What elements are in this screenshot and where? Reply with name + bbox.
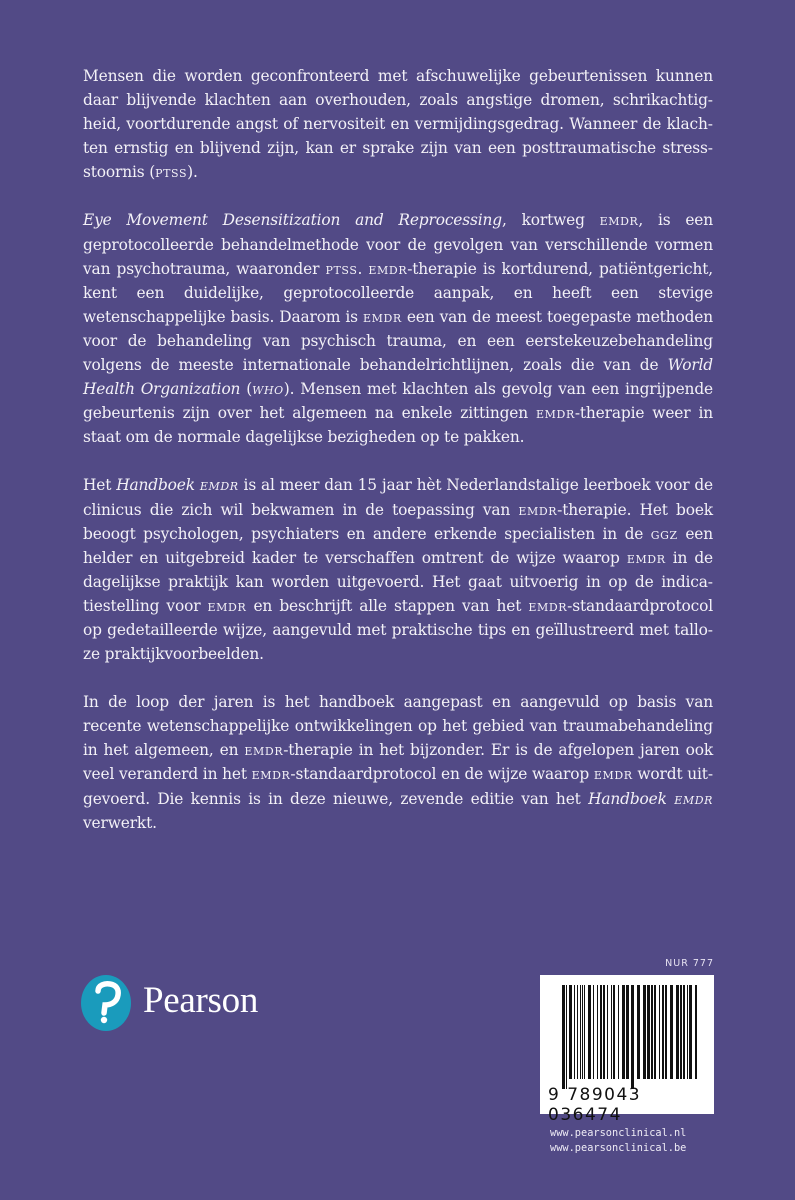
text-run: -therapie is kortdurend, patiëntgericht, kent een duidelijke, geprotocolleerde aanpak, en heeft een stevige wetenschappelijke basis. Daarom is — [83, 259, 713, 326]
acronym: who — [252, 380, 284, 399]
isbn-barcode — [540, 975, 714, 1125]
barcode-bars-icon — [562, 985, 702, 1089]
publisher-name: Pearson — [143, 979, 259, 1021]
text-run: is al meer dan 15 jaar hèt Nederlandstalige leerboek voor de clinicus die zich wil bekwamen in de toepassing van — [83, 476, 713, 519]
acronym: emdr — [528, 596, 568, 615]
paragraph-handbook — [83, 473, 713, 666]
acronym: emdr — [626, 548, 666, 567]
acronym: emdr — [199, 476, 239, 495]
italic-text: Handboek — [588, 789, 675, 808]
italic-text: Handboek — [116, 476, 200, 495]
acronym: emdr — [362, 307, 402, 326]
paragraph-new-edition — [83, 690, 713, 835]
acronym: emdr — [251, 765, 291, 784]
acronym: emdr — [593, 765, 633, 784]
acronym: emdr — [674, 789, 713, 808]
acronym: emdr — [207, 596, 247, 615]
acronym: emdr — [536, 404, 575, 423]
nur-code: NUR 777 — [665, 958, 714, 969]
website-nl[interactable]: www.pearsonclinical.nl — [550, 1127, 687, 1139]
acronym: ggz — [650, 524, 678, 543]
text-run: ( — [240, 380, 253, 399]
acronym: emdr — [518, 500, 558, 519]
text-run: -therapie in het bijzonder. Er is de afgelopen jaren ook veel veranderd in het — [83, 741, 713, 784]
pearson-p-logo-icon — [81, 975, 131, 1031]
text-run: en beschrijft alle stappen van het — [246, 596, 529, 615]
text-run: ). Mensen met klachten als gevolg van een ingrijpende gebeurtenis zijn over het algemeen na enkele zittingen — [83, 380, 713, 423]
text-run: verwerkt. — [83, 813, 157, 832]
publisher-logo — [81, 975, 258, 1031]
acronym: ptss — [155, 163, 188, 182]
text-run: -therapie. Het boek beoogt psychologen, psychiaters en andere erkende specialisten in de — [83, 500, 713, 543]
text-run: Het — [83, 476, 117, 495]
acronym: ptss — [325, 259, 358, 278]
paragraph-intro — [83, 64, 713, 184]
text-run: , kortweg — [502, 211, 600, 230]
isbn-number: 9 789043 036474 — [548, 1085, 642, 1125]
text-run: -therapie weer in staat om de normale dagelijkse bezigheden op te pakken. — [83, 404, 713, 447]
text-run: -standaardprotocol en de wijze waarop — [290, 765, 594, 784]
text-run: wordt uitgevoerd. Die kennis is in deze nieuwe, zevende editie van het — [83, 765, 714, 808]
text-run: -standaardprotocol op gedetailleerde wijze, aangevuld met praktische tips en geïllustreerd met talloze praktijkvoorbeelden. — [83, 596, 713, 664]
text-run: een van de meest toegepaste methoden voor de behandeling van psychisch trauma, en een eerstekeuzebehandeling volgens de meeste internationale behandelrichtlijnen, zoals die van de — [83, 307, 713, 375]
text-run: Mensen die worden geconfronteerd met afschuwelijke gebeurtenissen kunnen daar blijvende klachten aan overhouden, zoals angstige dromen, schrikachtigheid, voortdurende angst of nervositeit en vermijdingsgedrag. Wanneer de klachten ernstig en blijvend zijn, kan er sprake zijn van een posttraumatische stressstoornis ( — [83, 67, 713, 182]
text-run: . — [357, 259, 369, 278]
text-run: , is een geprotocolleerde behandelmethode voor de gevolgen van verschillende vormen van psychotrauma, waaronder — [83, 211, 713, 278]
text-run: in de dagelijkse praktijk kan worden uitgevoerd. Het gaat uitvoerig in op de indicatiestelling voor — [83, 548, 713, 615]
paragraph-emdr-definition — [83, 208, 713, 449]
website-list — [550, 1126, 686, 1156]
acronym: emdr — [599, 211, 639, 230]
acronym: emdr — [244, 741, 284, 760]
back-cover-text — [83, 64, 713, 859]
italic-text: Eye Movement Desensitization and Reprocessing — [83, 211, 502, 230]
text-run: ). — [187, 163, 198, 182]
acronym: emdr — [368, 259, 408, 278]
italic-text: World Health Organization — [83, 356, 713, 399]
text-run: een helder en uitgebreid kader te verschaffen omtrent de wijze waarop — [83, 524, 714, 567]
text-run: In de loop der jaren is het handboek aangepast en aangevuld op basis van recente wetenschappelijke ontwikkelingen op het gebied van traumabehandeling in het algemeen, en — [83, 693, 713, 760]
website-be[interactable]: www.pearsonclinical.be — [550, 1142, 687, 1154]
